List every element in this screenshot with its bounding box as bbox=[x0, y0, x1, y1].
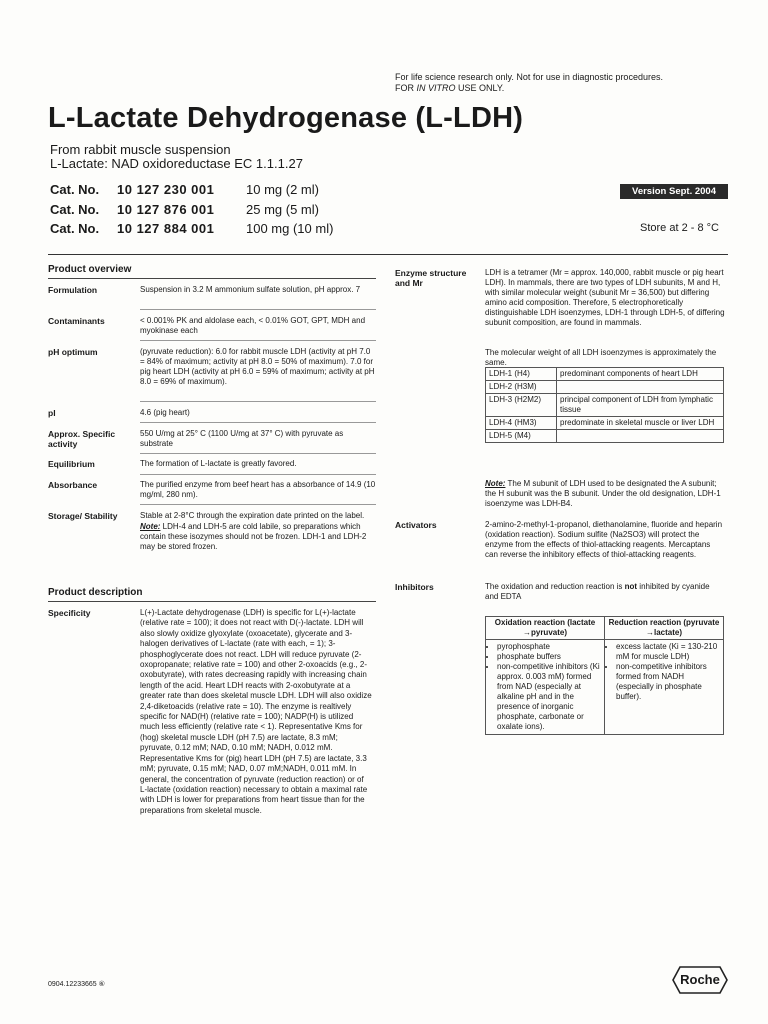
table-header-row bbox=[486, 617, 724, 640]
overview-rule bbox=[48, 278, 376, 279]
table-row bbox=[486, 430, 724, 443]
reaction-table bbox=[485, 616, 724, 735]
specificity-text: L(+)-Lactate dehydrogenase (LDH) is specific for L(+)-lactate (relative rate = 100); it does not react with D(-)-lactate. LDH will also slowly oxidize glyoxylate (oxoacetate), glycerate and 3-halogen derivatives of L-lactate (rate with each, = 1); 3-phosphoglycerate does not react. LDH will reduce pyruvate (2-oxopropanate; relative rate = 100) and other 2-oxoacids (e.g., 2-oxobutyrate), with rates decreasing rapidly with increasing chain length of the acid. Heart LDH reacts with 2-oxobutyrate at a greater rate than does skeletal muscle LDH. LDH will also oxidize 2,4-diketoacids (relative rate = 10). The enzyme is realtively specific for NAD(H) (relative rate = 100); NADP(H) is utilized much less efficiently (relative rate < 1). Representative Kms for (hog) skeletal muscle LDH (pH 7.5) are lactate, 8.3 mM; pyruvate, 0.12 mM; NAD, 0.10 mM; NADH, 0.012 mM. Representative Kms for (pig) heart LDH (pH 7.5) are lactate, 3.3 mM; pyruvate, 0.15 mM; NAD, 0.07 mM;NADH, 0.011 mM. In general, the concentration of pyruvate (reduction reaction) or of L-lactate (oxidation reaction) necessary to obtain a maximal rate with LDH is lower for preparations from heart tissue than for the preparations from skeletal muscle. bbox=[140, 608, 372, 815]
disclaimer bbox=[395, 72, 663, 94]
activators-text: 2-amino-2-methyl-1-propanol, diethanolamine, fluoride and heparin (oxidation reaction). Sodium sulfite (Na2SO3) will protect the enzyme from the effects of thiol-attacking reagents. Mercaptans can reverse the inhibitory effects of thiol-attacking reagents. bbox=[485, 520, 723, 559]
row-text: Suspension in 3.2 M ammonium sulfate solution, pH approx. 7 bbox=[140, 285, 361, 294]
subtitle bbox=[50, 143, 303, 171]
reduction-cell bbox=[605, 640, 724, 735]
isozyme-desc bbox=[557, 430, 724, 443]
row-text: 550 U/mg at 25° C (1100 U/mg at 37° C) with pyruvate as substrate bbox=[140, 429, 344, 448]
row-label: Contaminants bbox=[48, 316, 105, 326]
catalog-row bbox=[50, 181, 350, 199]
disclaimer-italic: IN VITRO bbox=[416, 83, 456, 93]
catalog-row bbox=[50, 201, 350, 219]
inhibitors-text bbox=[485, 582, 725, 602]
subunit-note bbox=[485, 479, 725, 509]
row-text: (pyruvate reduction): 6.0 for rabbit muscle LDH (activity at pH 7.0 = 84% of maximum; activity at pH 8.0 = 50% of maximum). 7.0 for pig heart LDH (activity at pH 6.0 = 59% of maximum; activity at pH 8.0 = 69% of maximum). bbox=[140, 347, 375, 386]
version-badge: Version Sept. 2004 bbox=[620, 184, 728, 199]
isozyme-desc: principal component of LDH from lymphatic tissue bbox=[557, 394, 724, 417]
row-label: Absorbance bbox=[48, 480, 98, 490]
subunit-note-label: Note: bbox=[485, 479, 506, 488]
table-row bbox=[486, 381, 724, 394]
disclaimer-suffix: USE ONLY. bbox=[455, 83, 505, 93]
mw-text: The molecular weight of all LDH isoenzymes is approximately the same. bbox=[485, 348, 717, 367]
storage-text: Stable at 2-8°C through the expiration date printed on the label. bbox=[140, 511, 365, 520]
table-row bbox=[486, 417, 724, 430]
isozyme-name: LDH-1 (H4) bbox=[486, 368, 557, 381]
description-rule bbox=[48, 601, 376, 602]
disclaimer-line-2 bbox=[395, 83, 663, 94]
row-divider bbox=[140, 422, 376, 423]
storage-note bbox=[140, 522, 376, 552]
disclaimer-prefix: FOR bbox=[395, 83, 417, 93]
row-label: Approx. Specific activity bbox=[48, 429, 116, 449]
structure-label: Enzyme structure and Mr bbox=[395, 268, 467, 288]
row-label: Formulation bbox=[48, 285, 98, 295]
row-label: pI bbox=[48, 408, 56, 418]
overview-title: Product overview bbox=[48, 264, 132, 275]
row-text: The purified enzyme from beef heart has a absorbance of 14.9 (10 mg/ml, 280 nm). bbox=[140, 480, 376, 499]
row-label: pH optimum bbox=[48, 347, 98, 357]
footer-code: 0904.12233665 ⑥ bbox=[48, 981, 105, 988]
isozyme-table bbox=[485, 367, 724, 443]
list-item: • excess lactate (Ki = 130-210 mM for muscle LDH) bbox=[616, 642, 720, 662]
catalog-label: Cat. No. bbox=[50, 182, 100, 197]
row-text: 4.6 (pig heart) bbox=[140, 408, 190, 417]
table-row bbox=[486, 640, 724, 735]
reduction-header: Reduction reaction (pyruvate →lactate) bbox=[605, 617, 724, 640]
row-label: Storage/ Stability bbox=[48, 511, 118, 521]
row-divider bbox=[140, 504, 376, 505]
row-divider bbox=[140, 309, 376, 310]
isozyme-desc bbox=[557, 381, 724, 394]
roche-logo-text: Roche bbox=[680, 972, 720, 987]
catalog-amount: 100 mg (10 ml) bbox=[246, 221, 334, 236]
inhibitors-text-b: inhibited by cyanide and EDTA bbox=[485, 582, 710, 601]
inhibitors-text-a: The oxidation and reduction reaction is bbox=[485, 582, 625, 591]
isozyme-name: LDH-4 (HM3) bbox=[486, 417, 557, 430]
roche-logo bbox=[672, 966, 728, 994]
disclaimer-line-1: For life science research only. Not for use in diagnostic procedures. bbox=[395, 72, 663, 82]
table-row bbox=[486, 394, 724, 417]
subtitle-line-2: L-Lactate: NAD oxidoreductase EC 1.1.1.27 bbox=[50, 156, 303, 171]
row-text: < 0.001% PK and aldolase each, < 0.01% GOT, GPT, MDH and myokinase each bbox=[140, 316, 366, 335]
row-divider bbox=[140, 340, 376, 341]
activators-label: Activators bbox=[395, 520, 437, 530]
row-divider bbox=[140, 453, 376, 454]
header-divider bbox=[48, 254, 728, 255]
list-item: • non-competitive inhibitors formed from NADH (especially in phosphate buffer). bbox=[616, 662, 720, 702]
row-divider bbox=[140, 474, 376, 475]
oxidation-header: Oxidation reaction (lactate →pyruvate) bbox=[486, 617, 605, 640]
subunit-note-text: The M subunit of LDH used to be designated the A subunit; the H subunit was the B subunit. Under the old designation, LDH-1 isoenzyme was LDH-B4. bbox=[485, 479, 721, 508]
catalog-label: Cat. No. bbox=[50, 202, 100, 217]
catalog-row bbox=[50, 220, 350, 238]
storage-temperature: Store at 2 - 8 °C bbox=[640, 222, 719, 234]
isozyme-desc: predominant components of heart LDH bbox=[557, 368, 724, 381]
inhibitors-label: Inhibitors bbox=[395, 582, 434, 592]
description-title: Product description bbox=[48, 587, 143, 598]
list-item: • non-competitive inhibitors (Ki approx. 0.003 mM) formed from NAD (especially at alkaline pH and in the presence of inorganic phosphate, carbonate or oxalate ions). bbox=[497, 662, 601, 732]
row-text: The formation of L-lactate is greatly favored. bbox=[140, 459, 297, 468]
list-item: • phosphate buffers bbox=[497, 652, 601, 662]
catalog-number: 10 127 884 001 bbox=[117, 221, 215, 236]
row-storage bbox=[140, 511, 376, 552]
isozyme-name: LDH-2 (H3M) bbox=[486, 381, 557, 394]
row-divider bbox=[140, 401, 376, 402]
catalog-label: Cat. No. bbox=[50, 221, 100, 236]
catalog-amount: 10 mg (2 ml) bbox=[246, 182, 319, 197]
storage-note-label: Note: bbox=[140, 522, 161, 531]
subtitle-line-1: From rabbit muscle suspension bbox=[50, 142, 231, 157]
oxidation-cell bbox=[486, 640, 605, 735]
list-item: • pyrophosphate bbox=[497, 642, 601, 652]
storage-note-text: LDH-4 and LDH-5 are cold labile, so preparations which contain these isozymes should not be frozen. LDH-1 and LDH-2 may be stored frozen. bbox=[140, 522, 367, 551]
structure-text: LDH is a tetramer (Mr = approx. 140,000, rabbit muscle or pig heart LDH). In mammals, there are two types of LDH subunits, M and H, with similar molecular weight (subunit Mr = 36,500) but differing amino acid composition. Therefore, 5 electrophoretically distinguishable LDH isoenzymes, LDH-1 through LDH-5, of differing subunit composition, are found in mammals. bbox=[485, 268, 725, 327]
inhibitors-text-bold: not bbox=[624, 582, 638, 591]
isozyme-name: LDH-3 (H2M2) bbox=[486, 394, 557, 417]
specificity-label: Specificity bbox=[48, 608, 91, 618]
table-row bbox=[486, 368, 724, 381]
catalog-number: 10 127 876 001 bbox=[117, 202, 215, 217]
page-title: L-Lactate Dehydrogenase (L-LDH) bbox=[48, 102, 524, 134]
catalog-amount: 25 mg (5 ml) bbox=[246, 202, 319, 217]
isozyme-name: LDH-5 (M4) bbox=[486, 430, 557, 443]
catalog-number: 10 127 230 001 bbox=[117, 182, 215, 197]
row-label: Equilibrium bbox=[48, 459, 95, 469]
isozyme-desc: predominate in skeletal muscle or liver LDH bbox=[557, 417, 724, 430]
